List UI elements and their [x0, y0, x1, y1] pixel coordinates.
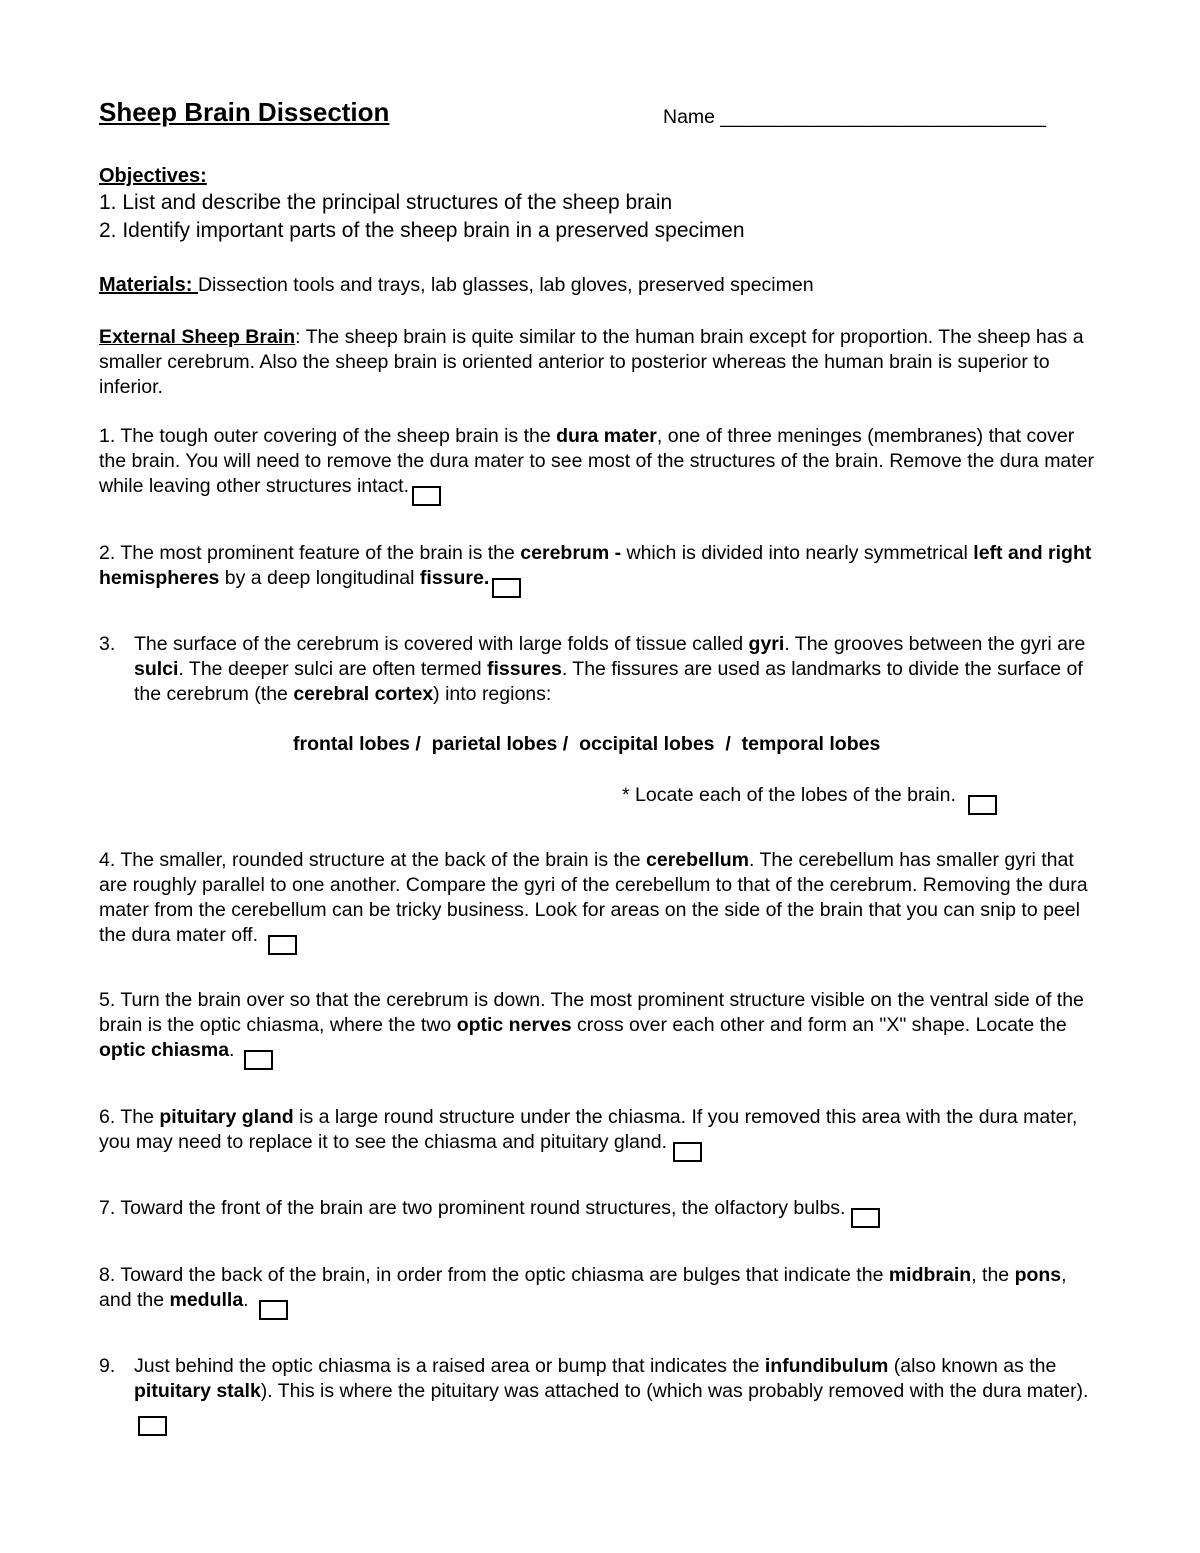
lobes-list: frontal lobes / parietal lobes / occipital lobes / temporal lobes — [293, 733, 881, 755]
step-2-text: 2. The most prominent feature of the brain is the — [99, 542, 521, 564]
step-7 — [99, 1196, 1104, 1228]
step-8-text-cont: , the — [971, 1264, 1015, 1286]
external-brain-heading: External Sheep Brain — [99, 326, 296, 348]
step-7-text: 7. Toward the front of the brain are two prominent round structures, the olfactory bulbs. — [99, 1197, 846, 1219]
step-1 — [99, 424, 1104, 506]
step-4 — [99, 848, 1104, 955]
term-pituitary-gland: pituitary gland — [159, 1106, 294, 1128]
materials-section — [99, 273, 1109, 298]
step-4-checkbox[interactable] — [268, 935, 297, 955]
term-dura-mater: dura mater — [556, 425, 657, 447]
term-cerebellum: cerebellum — [646, 849, 749, 871]
term-hemispheres: left and right hemispheres — [99, 542, 1092, 589]
step-9-text: Just behind the optic chiasma is a raised area or bump that indicates the — [134, 1355, 765, 1377]
step-9 — [99, 1354, 1104, 1436]
step-8-checkbox[interactable] — [259, 1300, 288, 1320]
step-5 — [99, 988, 1104, 1070]
step-5-text: 5. Turn the brain over so that the cerebrum is down. The most prominent structure visible on the ventral side of the brain is the optic chiasma, where the two — [99, 989, 1084, 1036]
step-9-number: 9. — [99, 1355, 116, 1377]
term-sulci: sulci — [134, 658, 179, 680]
step-3 — [99, 632, 1104, 707]
step-7-checkbox[interactable] — [851, 1208, 880, 1228]
step-5-text-cont: cross over each other and form an "X" shape. Locate the — [571, 1014, 1067, 1036]
step-3-text-cont4: ) into regions: — [433, 683, 552, 705]
step-2-text-cont2: by a deep longitudinal — [219, 567, 420, 589]
step-2-checkbox[interactable] — [492, 578, 521, 598]
step-2 — [99, 541, 1104, 598]
step-5-text-cont2: . — [229, 1039, 235, 1061]
term-gyri: gyri — [748, 633, 785, 655]
step-6-text-cont: is a large round structure under the chiasma. If you removed this area with the dura mater, you may need to replace it to see the chiasma and pituitary gland. — [99, 1106, 1078, 1153]
locate-lobes-instruction — [622, 783, 997, 815]
step-6-text: 6. The — [99, 1106, 160, 1128]
step-3-text-cont2: . The deeper sulci are often termed — [178, 658, 488, 680]
term-fissure: fissure. — [419, 567, 490, 589]
step-1-text: 1. The tough outer covering of the sheep brain is the — [99, 425, 557, 447]
step-8 — [99, 1263, 1104, 1320]
step-1-text-cont: , one of three meninges (membranes) that cover the brain. You will need to remove the dura mater to see most of the structures of the brain. Remove the dura mater while leaving other structures intact. — [99, 425, 1095, 497]
term-fissures: fissures — [487, 658, 562, 680]
step-9-checkbox[interactable] — [138, 1416, 167, 1436]
term-infundibulum: infundibulum — [764, 1355, 889, 1377]
step-1-checkbox[interactable] — [412, 486, 441, 506]
worksheet-title: Sheep Brain Dissection — [99, 97, 390, 127]
step-8-text-cont3: . — [243, 1289, 249, 1311]
objectives-heading: Objectives: — [99, 165, 207, 187]
external-brain-section — [99, 325, 1109, 400]
step-3-number: 3. — [99, 633, 116, 655]
term-medulla: medulla — [169, 1289, 244, 1311]
step-9-text-cont2: ). This is where the pituitary was attached to (which was probably removed with the dura mater). — [260, 1380, 1089, 1402]
locate-lobes-text: * Locate each of the lobes of the brain. — [622, 784, 956, 806]
step-3-text-cont: . The grooves between the gyri are — [784, 633, 1086, 655]
materials-text: Dissection tools and trays, lab glasses, lab gloves, preserved specimen — [197, 274, 814, 296]
step-3-text-cont3: . The fissures are used as landmarks to divide the surface of the cerebrum (the — [134, 658, 1083, 705]
step-4-text: 4. The smaller, rounded structure at the back of the brain is the — [99, 849, 647, 871]
term-pituitary-stalk: pituitary stalk — [134, 1380, 261, 1402]
step-3-text: The surface of the cerebrum is covered with large folds of tissue called — [134, 633, 749, 655]
step-2-text-cont: which is divided into nearly symmetrical — [626, 542, 974, 564]
term-midbrain: midbrain — [888, 1264, 972, 1286]
step-5-checkbox[interactable] — [244, 1050, 273, 1070]
objective-item-1: 1. List and describe the principal structures of the sheep brain — [99, 191, 673, 214]
step-8-text-cont2: , and the — [99, 1264, 1067, 1311]
materials-heading: Materials: — [99, 274, 198, 296]
term-optic-nerves: optic nerves — [456, 1014, 572, 1036]
name-field-label: Name ______________________________ — [663, 106, 1046, 128]
step-6-checkbox[interactable] — [673, 1142, 702, 1162]
term-cerebral-cortex: cerebral cortex — [293, 683, 434, 705]
objectives-section — [99, 164, 1109, 245]
term-cerebrum: cerebrum - — [520, 542, 627, 564]
step-3-checkbox[interactable] — [968, 795, 997, 815]
external-brain-text: : The sheep brain is quite similar to the human brain except for proportion. The sheep has a smaller cerebrum. Also the sheep brain is oriented anterior to posterior whereas the human brain is superior to inferior. — [99, 326, 1084, 398]
step-6 — [99, 1105, 1104, 1162]
term-optic-chiasma: optic chiasma — [99, 1039, 230, 1061]
term-pons: pons — [1014, 1264, 1062, 1286]
step-8-text: 8. Toward the back of the brain, in order from the optic chiasma are bulges that indicate the — [99, 1264, 889, 1286]
step-4-text-cont: . The cerebellum has smaller gyri that are roughly parallel to one another. Compare the gyri of the cerebellum to that of the cerebrum. Removing the dura mater from the cerebellum can be tricky business. Look for areas on the side of the brain that you can snip to peel the dura mater off. — [99, 849, 1088, 946]
objective-item-2: 2. Identify important parts of the sheep brain in a preserved specimen — [99, 219, 745, 242]
step-9-text-cont: (also known as the — [888, 1355, 1057, 1377]
